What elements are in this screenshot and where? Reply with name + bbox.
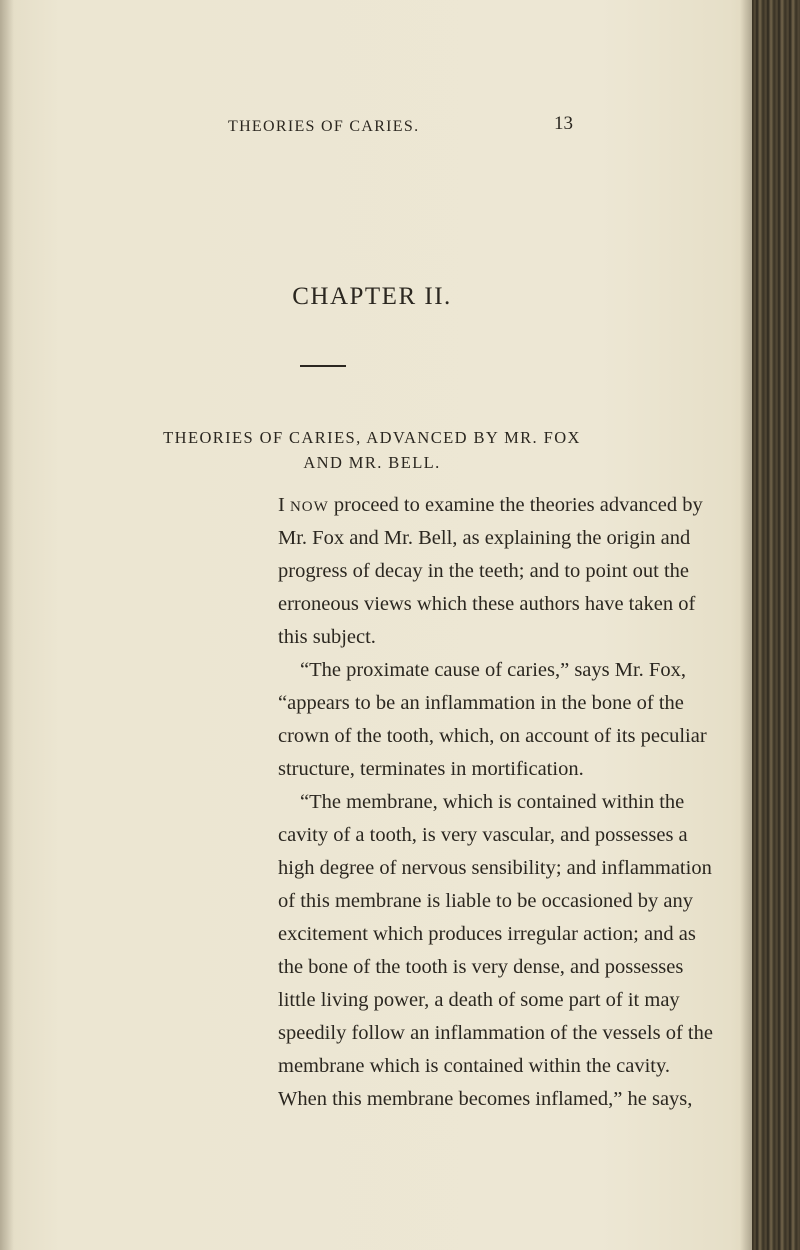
lead-initial: I — [278, 494, 285, 516]
section-title-line-2: AND MR. BELL. — [303, 453, 441, 472]
body-line-9: structure, terminates in mortification. — [278, 758, 584, 780]
body-line-4: erroneous views which these authors have taken of — [278, 593, 696, 615]
page-gutter-shadow — [0, 0, 14, 1250]
body-line-1 — [278, 494, 703, 517]
body-line-18: membrane which is contained within the cavity. — [278, 1055, 671, 1077]
section-title — [0, 425, 744, 475]
body-line-6: “The proximate cause of caries,” says Mr. Fox, — [300, 659, 686, 681]
body-line-19: When this membrane becomes inflamed,” he says, — [278, 1088, 693, 1110]
body-line-11: cavity of a tooth, is very vascular, and possesses a — [278, 824, 688, 846]
body-line-13: of this membrane is liable to be occasioned by any — [278, 890, 694, 912]
body-line-7: “appears to be an inflammation in the bone of the — [278, 692, 684, 714]
body-line-12: high degree of nervous sensibility; and inflammation — [278, 857, 712, 879]
book-binding-edge — [752, 0, 800, 1250]
chapter-heading: CHAPTER II. — [292, 283, 452, 310]
body-line-1-text: proceed to examine the theories advanced by — [328, 494, 703, 516]
lead-smallcaps: NOW — [289, 499, 329, 515]
running-head: THEORIES OF CARIES. — [228, 118, 420, 135]
body-line-17: speedily follow an inflammation of the vessels of the — [278, 1022, 713, 1044]
section-title-line-1: THEORIES OF CARIES, ADVANCED BY MR. FOX — [163, 428, 581, 447]
page-number: 13 — [554, 113, 573, 134]
body-line-5: this subject. — [278, 626, 376, 648]
body-line-3: progress of decay in the teeth; and to point out the — [278, 560, 690, 582]
body-line-15: the bone of the tooth is very dense, and possesses — [278, 956, 684, 978]
body-line-16: little living power, a death of some part of it may — [278, 989, 680, 1011]
body-line-14: excitement which produces irregular action; and as — [278, 923, 696, 945]
body-line-2: Mr. Fox and Mr. Bell, as explaining the origin and — [278, 527, 691, 549]
body-line-10: “The membrane, which is contained within the — [300, 791, 685, 813]
heading-rule — [300, 365, 346, 367]
body-line-8: crown of the tooth, which, on account of its peculiar — [278, 725, 707, 747]
